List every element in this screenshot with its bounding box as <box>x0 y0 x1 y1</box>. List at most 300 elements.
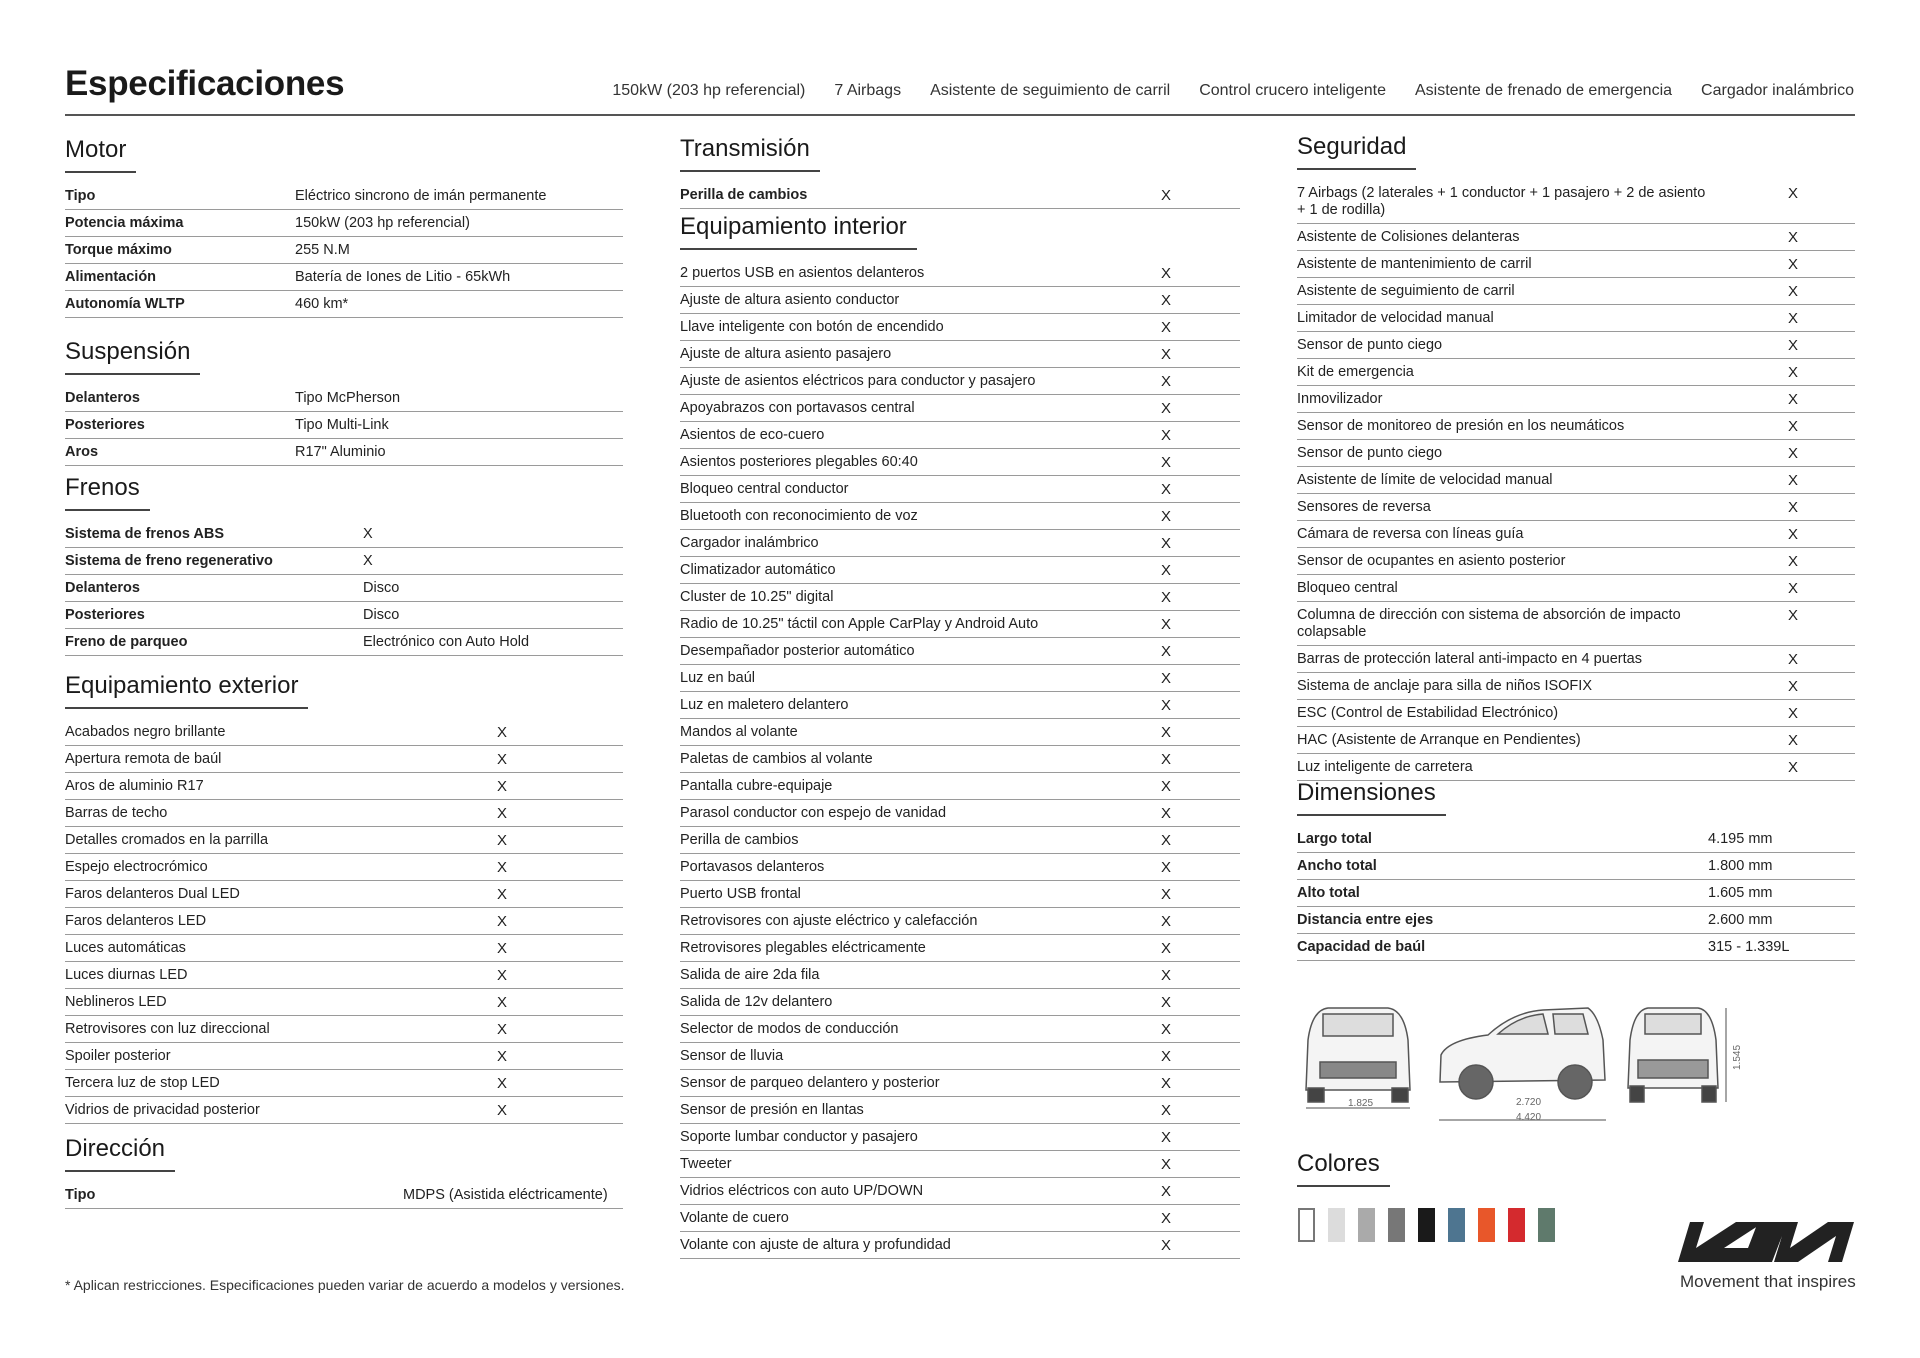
included-mark: X <box>1788 364 1799 381</box>
spec-row <box>680 719 1240 746</box>
spec-label: Salida de aire 2da fila <box>680 967 820 983</box>
spec-row <box>680 287 1240 314</box>
spec-label: Sensor de presión en llantas <box>680 1102 864 1118</box>
section-heading: Motor <box>65 136 136 173</box>
spec-row <box>1297 853 1855 880</box>
spec-row <box>680 1178 1240 1205</box>
spec-label: ESC (Control de Estabilidad Electrónico) <box>1297 705 1559 721</box>
spec-label: Luces automáticas <box>65 940 186 956</box>
exterior-equipment-section <box>65 672 623 1124</box>
spec-row <box>65 264 623 291</box>
included-mark: X <box>497 805 508 822</box>
spec-row <box>680 773 1240 800</box>
spec-row <box>65 908 623 935</box>
spec-label: Delanteros <box>65 390 140 406</box>
included-mark: X <box>1161 1021 1172 1038</box>
feature-item: 150kW (203 hp referencial) <box>612 82 806 99</box>
color-swatch[interactable] <box>1388 1208 1405 1242</box>
spec-label: Perilla de cambios <box>680 187 808 203</box>
spec-row <box>680 881 1240 908</box>
spec-label: Detalles cromados en la parrilla <box>65 832 269 848</box>
spec-label: Asistente de Colisiones delanteras <box>1297 229 1520 245</box>
spec-label: Alto total <box>1297 885 1360 901</box>
included-mark: X <box>1788 337 1799 354</box>
spec-label: Aros de aluminio R17 <box>65 778 204 794</box>
included-mark: X <box>1161 643 1172 660</box>
included-mark: X <box>1788 580 1799 597</box>
transmission-section <box>680 135 1240 209</box>
car-rear-view <box>1628 1008 1726 1102</box>
included-mark: X <box>497 859 508 876</box>
included-mark: X <box>1161 859 1172 876</box>
motor-section <box>65 136 623 318</box>
spec-label: Tipo <box>65 1187 96 1203</box>
spec-label: Faros delanteros Dual LED <box>65 886 240 902</box>
included-mark: X <box>1161 1102 1172 1119</box>
spec-label: Torque máximo <box>65 242 172 258</box>
included-mark: X <box>1161 670 1172 687</box>
included-mark: X <box>1161 481 1172 498</box>
spec-label: Radio de 10.25" táctil con Apple CarPlay y Android Auto <box>680 616 1039 632</box>
spec-row <box>65 827 623 854</box>
spec-row <box>65 575 623 602</box>
spec-row <box>680 1205 1240 1232</box>
spec-label: Kit de emergencia <box>1297 364 1414 380</box>
spec-row <box>65 854 623 881</box>
included-mark: X <box>1788 705 1799 722</box>
spec-row <box>1297 907 1855 934</box>
section-heading: Equipamiento exterior <box>65 672 308 709</box>
feature-highlights <box>612 82 1854 100</box>
spec-label: Luces diurnas LED <box>65 967 188 983</box>
spec-value: 4.195 mm <box>1708 831 1773 847</box>
included-mark: X <box>1788 229 1799 246</box>
spec-value: 1.800 mm <box>1708 858 1773 874</box>
spec-label: Climatizador automático <box>680 562 836 578</box>
spec-row <box>680 1232 1240 1259</box>
spec-label: Ajuste de asientos eléctricos para conductor y pasajero <box>680 373 1036 389</box>
spec-label: Sensor de lluvia <box>680 1048 784 1064</box>
included-mark: X <box>497 1075 508 1092</box>
spec-row <box>65 385 623 412</box>
spec-label: Sistema de anclaje para silla de niños ISOFIX <box>1297 678 1592 694</box>
included-mark: X <box>1161 292 1172 309</box>
included-mark: X <box>1788 310 1799 327</box>
spec-label: Sistema de freno regenerativo <box>65 553 273 569</box>
spec-label: Bluetooth con reconocimiento de voz <box>680 508 918 524</box>
included-mark: X <box>1161 805 1172 822</box>
spec-row <box>65 629 623 656</box>
colors-section <box>1297 1150 1390 1197</box>
interior-equipment-section <box>680 213 1240 1259</box>
spec-row <box>1297 386 1855 413</box>
spec-row <box>1297 224 1855 251</box>
spec-row <box>65 237 623 264</box>
car-width-label: 1.825 <box>1348 1098 1374 1109</box>
spec-label: Vidrios eléctricos con auto UP/DOWN <box>680 1183 924 1199</box>
spec-row <box>65 439 623 466</box>
spec-row <box>1297 359 1855 386</box>
spec-row <box>680 1016 1240 1043</box>
spec-label: Apoyabrazos con portavasos central <box>680 400 915 416</box>
spec-row <box>65 548 623 575</box>
spec-label: Salida de 12v delantero <box>680 994 833 1010</box>
kia-logo <box>1678 1218 1854 1262</box>
color-swatch[interactable] <box>1358 1208 1375 1242</box>
spec-row <box>65 291 623 318</box>
spec-label: Llave inteligente con botón de encendido <box>680 319 944 335</box>
included-mark: X <box>1161 1210 1172 1227</box>
spec-label: Luz en maletero delantero <box>680 697 849 713</box>
spec-row <box>1297 646 1855 673</box>
spec-row <box>1297 305 1855 332</box>
spec-row <box>1297 548 1855 575</box>
section-heading: Colores <box>1297 1150 1390 1187</box>
spec-label: Sensor de monitoreo de presión en los neumáticos <box>1297 418 1625 434</box>
section-heading: Dimensiones <box>1297 779 1446 816</box>
spec-label: Cluster de 10.25" digital <box>680 589 834 605</box>
car-wheelbase-label: 2.720 <box>1516 1097 1542 1108</box>
spec-row <box>680 1124 1240 1151</box>
spec-row <box>680 395 1240 422</box>
included-mark: X <box>1161 1183 1172 1200</box>
feature-item: Control crucero inteligente <box>1199 82 1386 99</box>
included-mark: X <box>1788 185 1799 202</box>
included-mark: X <box>363 553 373 569</box>
spec-label: Spoiler posterior <box>65 1048 171 1064</box>
spec-label: Ajuste de altura asiento pasajero <box>680 346 892 362</box>
spec-row <box>680 1070 1240 1097</box>
included-mark: X <box>1788 732 1799 749</box>
included-mark: X <box>1161 454 1172 471</box>
spec-label: Asistente de límite de velocidad manual <box>1297 472 1553 488</box>
included-mark: X <box>497 940 508 957</box>
included-mark: X <box>1161 967 1172 984</box>
spec-label: Sensores de reversa <box>1297 499 1431 515</box>
spec-row <box>1297 467 1855 494</box>
included-mark: X <box>1788 499 1799 516</box>
spec-row <box>680 935 1240 962</box>
spec-value: Eléctrico sincrono de imán permanente <box>295 188 547 204</box>
spec-row <box>65 773 623 800</box>
included-mark: X <box>1161 1048 1172 1065</box>
spec-label: Ancho total <box>1297 858 1377 874</box>
spec-label: Neblineros LED <box>65 994 167 1010</box>
spec-row <box>680 422 1240 449</box>
spec-row <box>680 800 1240 827</box>
spec-label: Sensor de parqueo delantero y posterior <box>680 1075 940 1091</box>
included-mark: X <box>1788 651 1799 668</box>
spec-label: 2 puertos USB en asientos delanteros <box>680 265 925 281</box>
spec-label: Cargador inalámbrico <box>680 535 819 551</box>
spec-label: Limitador de velocidad manual <box>1297 310 1494 326</box>
spec-value: 1.605 mm <box>1708 885 1773 901</box>
spec-label: Asistente de mantenimiento de carril <box>1297 256 1532 272</box>
spec-row <box>680 368 1240 395</box>
brand-tagline: Movement that inspires <box>1680 1272 1856 1291</box>
spec-label: Autonomía WLTP <box>65 296 185 312</box>
spec-label: Parasol conductor con espejo de vanidad <box>680 805 947 821</box>
spec-value: Disco <box>363 580 400 596</box>
car-dimension-drawings <box>1298 1000 1768 1130</box>
spec-label: Volante de cuero <box>680 1210 789 1226</box>
included-mark: X <box>497 913 508 930</box>
spec-row <box>65 1182 623 1209</box>
spec-label: Barras de techo <box>65 805 168 821</box>
spec-label: Sensor de punto ciego <box>1297 337 1443 353</box>
spec-row <box>65 719 623 746</box>
spec-row <box>65 602 623 629</box>
spec-value: Batería de Iones de Litio - 65kWh <box>295 269 511 285</box>
spec-label: Sensor de punto ciego <box>1297 445 1443 461</box>
included-mark: X <box>497 724 508 741</box>
included-mark: X <box>1788 526 1799 543</box>
spec-label: Retrovisores plegables eléctricamente <box>680 940 926 956</box>
spec-row <box>65 800 623 827</box>
spec-row <box>1297 934 1855 961</box>
spec-label: Delanteros <box>65 580 140 596</box>
included-mark: X <box>1161 589 1172 606</box>
spec-row <box>680 611 1240 638</box>
spec-label: Barras de protección lateral anti-impacto en 4 puertas <box>1297 651 1642 667</box>
included-mark: X <box>1161 562 1172 579</box>
spec-label: Vidrios de privacidad posterior <box>65 1102 260 1118</box>
spec-label: Sensor de ocupantes en asiento posterior <box>1297 553 1566 569</box>
included-mark: X <box>363 526 373 542</box>
color-swatch[interactable] <box>1328 1208 1345 1242</box>
spec-row <box>680 557 1240 584</box>
included-mark: X <box>1161 187 1172 204</box>
spec-label: Puerto USB frontal <box>680 886 801 902</box>
spec-label: Pantalla cubre-equipaje <box>680 778 833 794</box>
spec-label: Bloqueo central <box>1297 580 1398 596</box>
spec-row <box>1297 826 1855 853</box>
spec-row <box>680 341 1240 368</box>
spec-row <box>680 314 1240 341</box>
section-heading: Dirección <box>65 1135 175 1172</box>
spec-row <box>680 665 1240 692</box>
spec-value: 255 N.M <box>295 242 350 258</box>
spec-label: Paletas de cambios al volante <box>680 751 873 767</box>
included-mark: X <box>497 886 508 903</box>
spec-label: Distancia entre ejes <box>1297 912 1434 928</box>
spec-label: Cámara de reversa con líneas guía <box>1297 526 1524 542</box>
color-swatches <box>1298 1208 1555 1242</box>
spec-row <box>1297 521 1855 548</box>
spec-label: Posteriores <box>65 417 145 433</box>
color-swatch[interactable] <box>1508 1208 1525 1242</box>
spec-row <box>680 530 1240 557</box>
spec-label: Tipo <box>65 188 96 204</box>
spec-value: Electrónico con Auto Hold <box>363 634 530 650</box>
spec-row <box>680 638 1240 665</box>
spec-row <box>65 746 623 773</box>
included-mark: X <box>1161 616 1172 633</box>
spec-label: Portavasos delanteros <box>680 859 825 875</box>
included-mark: X <box>1161 913 1172 930</box>
included-mark: X <box>1788 472 1799 489</box>
section-heading: Frenos <box>65 474 150 511</box>
section-heading: Suspensión <box>65 338 200 375</box>
included-mark: X <box>1161 508 1172 525</box>
included-mark: X <box>1788 607 1799 624</box>
included-mark: X <box>1161 1075 1172 1092</box>
included-mark: X <box>1788 678 1799 695</box>
included-mark: X <box>497 778 508 795</box>
brakes-section <box>65 474 623 656</box>
spec-row <box>65 210 623 237</box>
included-mark: X <box>1161 724 1172 741</box>
spec-row <box>1297 727 1855 754</box>
included-mark: X <box>1161 751 1172 768</box>
spec-label: Aros <box>65 444 99 460</box>
spec-label: Tercera luz de stop LED <box>65 1075 220 1091</box>
spec-label: Bloqueo central conductor <box>680 481 849 497</box>
spec-row <box>680 962 1240 989</box>
included-mark: X <box>1161 778 1172 795</box>
spec-row <box>1297 494 1855 521</box>
included-mark: X <box>497 832 508 849</box>
included-mark: X <box>1161 994 1172 1011</box>
included-mark: X <box>1161 1237 1172 1254</box>
included-mark: X <box>497 1048 508 1065</box>
spec-row <box>1297 602 1855 646</box>
spec-row <box>1297 413 1855 440</box>
page-title: Especificaciones <box>65 64 345 103</box>
spec-row <box>65 521 623 548</box>
spec-row <box>65 881 623 908</box>
spec-row <box>1297 332 1855 359</box>
spec-label: Alimentación <box>65 269 157 285</box>
spec-row <box>65 962 623 989</box>
spec-row <box>1297 180 1855 224</box>
included-mark: X <box>1161 697 1172 714</box>
footnote: * Aplican restricciones. Especificaciones pueden variar de acuerdo a modelos y versiones. <box>65 1277 625 1293</box>
spec-row <box>1297 440 1855 467</box>
spec-value: Disco <box>363 607 400 623</box>
spec-label: Sistema de frenos ABS <box>65 526 225 542</box>
spec-row <box>680 827 1240 854</box>
color-swatch[interactable] <box>1418 1208 1435 1242</box>
included-mark: X <box>1161 400 1172 417</box>
spec-row <box>680 584 1240 611</box>
included-mark: X <box>497 751 508 768</box>
spec-value: 315 - 1.339L <box>1708 939 1790 955</box>
included-mark: X <box>1161 427 1172 444</box>
spec-label: Perilla de cambios <box>680 832 799 848</box>
feature-item: Asistente de frenado de emergencia <box>1414 82 1673 99</box>
spec-value: Tipo Multi-Link <box>295 417 389 433</box>
included-mark: X <box>1161 346 1172 363</box>
header-divider <box>65 114 1855 116</box>
included-mark: X <box>1788 391 1799 408</box>
spec-row <box>680 692 1240 719</box>
included-mark: X <box>1788 256 1799 273</box>
spec-label: Inmovilizador <box>1297 391 1383 407</box>
spec-label: Potencia máxima <box>65 215 184 231</box>
spec-row <box>65 1097 623 1124</box>
spec-label: 7 Airbags (2 laterales + 1 conductor + 1 pasajero + 2 de asiento + 1 de rodilla) <box>1297 185 1706 218</box>
included-mark: X <box>1161 319 1172 336</box>
spec-label: Espejo electrocrómico <box>65 859 208 875</box>
included-mark: X <box>497 1021 508 1038</box>
suspension-section <box>65 338 623 466</box>
spec-label: Soporte lumbar conductor y pasajero <box>680 1129 918 1145</box>
included-mark: X <box>497 1102 508 1119</box>
spec-row <box>65 1043 623 1070</box>
spec-label: Mandos al volante <box>680 724 798 740</box>
spec-row <box>680 989 1240 1016</box>
spec-row <box>65 183 623 210</box>
included-mark: X <box>1161 832 1172 849</box>
spec-row <box>1297 278 1855 305</box>
spec-row <box>65 1070 623 1097</box>
section-heading: Seguridad <box>1297 133 1416 170</box>
feature-item: Asistente de seguimiento de carril <box>930 82 1171 99</box>
spec-row <box>680 854 1240 881</box>
color-swatch[interactable] <box>1298 1208 1315 1242</box>
section-heading: Equipamiento interior <box>680 213 917 250</box>
included-mark: X <box>1161 373 1172 390</box>
included-mark: X <box>1788 553 1799 570</box>
spec-value: 150kW (203 hp referencial) <box>295 215 470 231</box>
color-swatch[interactable] <box>1478 1208 1495 1242</box>
included-mark: X <box>1788 283 1799 300</box>
spec-label: Ajuste de altura asiento conductor <box>680 292 900 308</box>
included-mark: X <box>1161 886 1172 903</box>
spec-label: Largo total <box>1297 831 1372 847</box>
spec-row <box>65 989 623 1016</box>
spec-label: Columna de dirección con sistema de absorción de impacto colapsable <box>1297 607 1681 640</box>
color-swatch[interactable] <box>1448 1208 1465 1242</box>
spec-label: Luz inteligente de carretera <box>1297 759 1473 775</box>
spec-row <box>65 935 623 962</box>
included-mark: X <box>497 967 508 984</box>
spec-row <box>1297 700 1855 727</box>
spec-row <box>680 1151 1240 1178</box>
included-mark: X <box>1788 445 1799 462</box>
spec-row <box>65 412 623 439</box>
included-mark: X <box>1788 418 1799 435</box>
spec-row <box>680 1043 1240 1070</box>
included-mark: X <box>1788 759 1799 776</box>
spec-label: Apertura remota de baúl <box>65 751 222 767</box>
spec-value: 460 km* <box>295 296 349 312</box>
spec-label: Tweeter <box>680 1156 732 1172</box>
spec-row <box>680 746 1240 773</box>
included-mark: X <box>497 994 508 1011</box>
spec-label: Retrovisores con luz direccional <box>65 1021 270 1037</box>
feature-item: 7 Airbags <box>834 82 902 99</box>
spec-label: Freno de parqueo <box>65 634 188 650</box>
spec-row <box>1297 575 1855 602</box>
included-mark: X <box>1161 1129 1172 1146</box>
spec-value: R17" Aluminio <box>295 444 386 460</box>
color-swatch[interactable] <box>1538 1208 1555 1242</box>
dimensions-section <box>1297 779 1855 961</box>
spec-label: Posteriores <box>65 607 145 623</box>
spec-label: Asientos de eco-cuero <box>680 427 825 443</box>
section-heading: Transmisión <box>680 135 820 172</box>
spec-value: 2.600 mm <box>1708 912 1773 928</box>
feature-item: Cargador inalámbrico <box>1701 82 1854 99</box>
spec-value: Tipo McPherson <box>295 390 401 406</box>
spec-label: Capacidad de baúl <box>1297 939 1426 955</box>
spec-row <box>680 449 1240 476</box>
spec-row <box>65 1016 623 1043</box>
spec-label: Faros delanteros LED <box>65 913 207 929</box>
spec-row <box>680 908 1240 935</box>
